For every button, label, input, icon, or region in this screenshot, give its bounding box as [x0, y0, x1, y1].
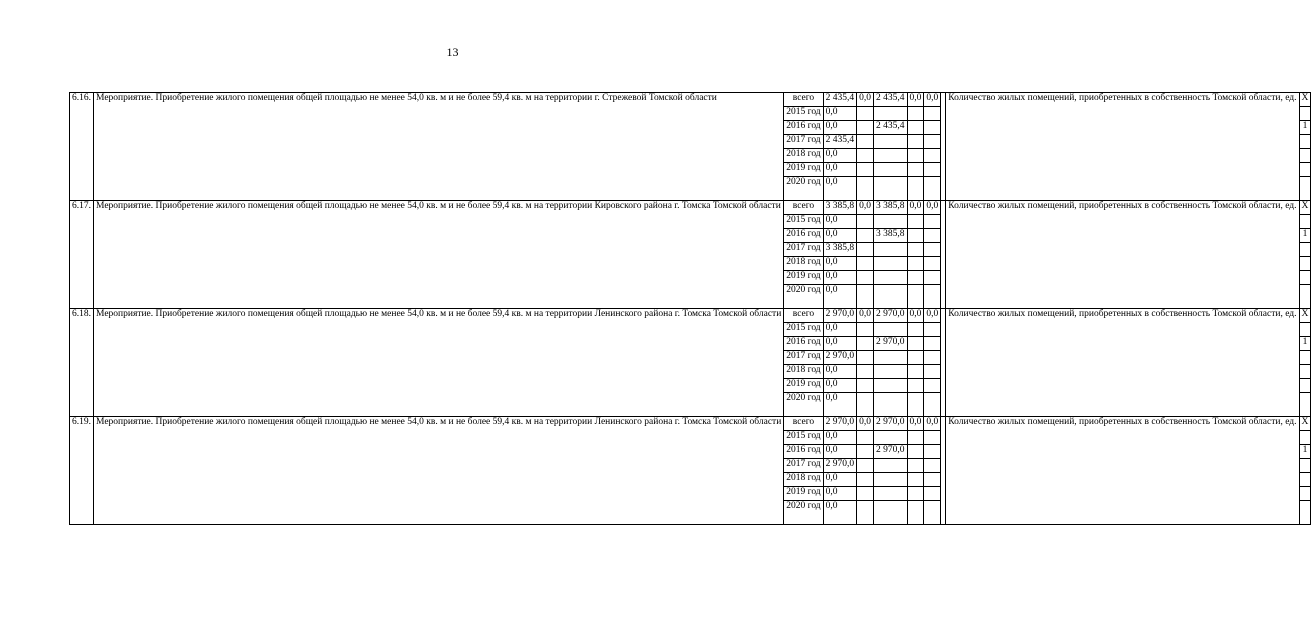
other-amount — [924, 149, 941, 163]
regional-amount — [874, 431, 908, 445]
year-label: 2018 год — [784, 149, 823, 163]
regional-amount — [874, 271, 908, 285]
regional-amount: 2 970,0 — [874, 337, 908, 351]
regional-amount: 2 435,4 — [874, 121, 908, 135]
regional-amount — [874, 243, 908, 257]
indicator-value — [1299, 177, 1311, 201]
local-amount — [907, 365, 924, 379]
federal-amount — [857, 323, 874, 337]
local-amount — [907, 121, 924, 135]
federal-amount — [857, 459, 874, 473]
regional-amount — [874, 501, 908, 525]
regional-amount — [874, 487, 908, 501]
indicator-value: X — [1299, 93, 1311, 107]
table-row — [70, 93, 1311, 107]
year-label: 2015 год — [784, 107, 823, 121]
indicator-value — [1299, 431, 1311, 445]
federal-amount — [857, 257, 874, 271]
federal-amount — [857, 393, 874, 417]
other-amount — [924, 473, 941, 487]
total-amount: 0,0 — [823, 379, 857, 393]
regional-amount — [874, 215, 908, 229]
program-table — [69, 92, 1311, 525]
federal-amount — [857, 379, 874, 393]
indicator-name: Количество жилых помещений, приобретенных в собственность Томской области, ед. — [946, 309, 1299, 417]
total-amount: 0,0 — [823, 163, 857, 177]
year-label: 2019 год — [784, 379, 823, 393]
other-amount: 0,0 — [924, 417, 941, 431]
federal-amount — [857, 243, 874, 257]
regional-amount — [874, 257, 908, 271]
item-number: 6.19. — [70, 417, 94, 525]
local-amount — [907, 459, 924, 473]
indicator-value — [1299, 365, 1311, 379]
federal-amount — [857, 285, 874, 309]
local-amount — [907, 379, 924, 393]
year-label: 2020 год — [784, 393, 823, 417]
local-amount — [907, 229, 924, 243]
indicator-value: 1 — [1299, 229, 1311, 243]
regional-amount — [874, 393, 908, 417]
regional-amount: 3 385,8 — [874, 229, 908, 243]
indicator-value — [1299, 487, 1311, 501]
table-row — [70, 417, 1311, 431]
other-amount — [924, 271, 941, 285]
local-amount — [907, 323, 924, 337]
other-amount — [924, 351, 941, 365]
local-amount — [907, 257, 924, 271]
local-amount — [907, 285, 924, 309]
regional-amount — [874, 323, 908, 337]
item-description: Мероприятие. Приобретение жилого помещения общей площадью не менее 54,0 кв. м и не более 59,4 кв. м на территории Кировского района г. Томска Томской области — [94, 201, 784, 309]
total-amount: 0,0 — [823, 487, 857, 501]
other-amount — [924, 459, 941, 473]
other-amount — [924, 163, 941, 177]
year-label: 2018 год — [784, 365, 823, 379]
indicator-value — [1299, 243, 1311, 257]
item-description: Мероприятие. Приобретение жилого помещения общей площадью не менее 54,0 кв. м и не более 59,4 кв. м на территории г. Стрежевой Томской области — [94, 93, 784, 201]
other-amount — [924, 215, 941, 229]
local-amount — [907, 393, 924, 417]
total-amount: 0,0 — [823, 149, 857, 163]
total-amount: 0,0 — [823, 445, 857, 459]
other-amount — [924, 177, 941, 201]
year-label: всего — [784, 309, 823, 323]
other-amount — [924, 285, 941, 309]
regional-amount: 2 970,0 — [874, 445, 908, 459]
year-label: 2019 год — [784, 487, 823, 501]
other-amount — [924, 257, 941, 271]
total-amount: 2 970,0 — [823, 351, 857, 365]
year-label: 2015 год — [784, 323, 823, 337]
federal-amount — [857, 351, 874, 365]
other-amount — [924, 365, 941, 379]
local-amount: 0,0 — [907, 201, 924, 215]
item-description: Мероприятие. Приобретение жилого помещения общей площадью не менее 54,0 кв. м и не более 59,4 кв. м на территории Ленинского района г. Томска Томской области — [94, 417, 784, 525]
local-amount: 0,0 — [907, 417, 924, 431]
other-amount — [924, 487, 941, 501]
local-amount — [907, 445, 924, 459]
regional-amount — [874, 459, 908, 473]
indicator-name: Количество жилых помещений, приобретенных в собственность Томской области, ед. — [946, 417, 1299, 525]
federal-amount — [857, 473, 874, 487]
local-amount — [907, 135, 924, 149]
total-amount: 0,0 — [823, 501, 857, 525]
regional-amount — [874, 177, 908, 201]
federal-amount: 0,0 — [857, 309, 874, 323]
total-amount: 0,0 — [823, 121, 857, 135]
federal-amount: 0,0 — [857, 93, 874, 107]
total-amount: 3 385,8 — [823, 201, 857, 215]
year-label: всего — [784, 417, 823, 431]
indicator-value — [1299, 393, 1311, 417]
indicator-value — [1299, 323, 1311, 337]
indicator-value — [1299, 271, 1311, 285]
year-label: 2017 год — [784, 135, 823, 149]
local-amount — [907, 215, 924, 229]
year-label: всего — [784, 93, 823, 107]
indicator-value — [1299, 107, 1311, 121]
other-amount — [924, 243, 941, 257]
item-description: Мероприятие. Приобретение жилого помещения общей площадью не менее 54,0 кв. м и не более 59,4 кв. м на территории Ленинского района г. Томска Томской области — [94, 309, 784, 417]
federal-amount — [857, 229, 874, 243]
indicator-value — [1299, 215, 1311, 229]
local-amount — [907, 271, 924, 285]
local-amount: 0,0 — [907, 309, 924, 323]
regional-amount — [874, 149, 908, 163]
other-amount — [924, 379, 941, 393]
indicator-value — [1299, 459, 1311, 473]
other-amount — [924, 135, 941, 149]
year-label: 2017 год — [784, 459, 823, 473]
federal-amount — [857, 121, 874, 135]
other-amount — [924, 393, 941, 417]
federal-amount — [857, 215, 874, 229]
indicator-value: 1 — [1299, 121, 1311, 135]
regional-amount — [874, 473, 908, 487]
year-label: всего — [784, 201, 823, 215]
federal-amount — [857, 149, 874, 163]
federal-amount — [857, 501, 874, 525]
indicator-value — [1299, 351, 1311, 365]
federal-amount — [857, 365, 874, 379]
local-amount — [907, 149, 924, 163]
indicator-value: X — [1299, 201, 1311, 215]
year-label: 2020 год — [784, 285, 823, 309]
other-amount — [924, 229, 941, 243]
total-amount: 0,0 — [823, 107, 857, 121]
federal-amount: 0,0 — [857, 417, 874, 431]
federal-amount — [857, 337, 874, 351]
local-amount — [907, 177, 924, 201]
local-amount — [907, 337, 924, 351]
year-label: 2016 год — [784, 337, 823, 351]
federal-amount — [857, 487, 874, 501]
year-label: 2016 год — [784, 121, 823, 135]
total-amount: 0,0 — [823, 337, 857, 351]
total-amount: 2 435,4 — [823, 93, 857, 107]
other-amount — [924, 445, 941, 459]
regional-amount: 3 385,8 — [874, 201, 908, 215]
indicator-value: X — [1299, 309, 1311, 323]
local-amount — [907, 107, 924, 121]
total-amount: 0,0 — [823, 431, 857, 445]
local-amount — [907, 243, 924, 257]
total-amount: 0,0 — [823, 177, 857, 201]
regional-amount — [874, 285, 908, 309]
federal-amount — [857, 445, 874, 459]
regional-amount: 2 435,4 — [874, 93, 908, 107]
item-number: 6.16. — [70, 93, 94, 201]
regional-amount — [874, 107, 908, 121]
federal-amount — [857, 177, 874, 201]
total-amount: 0,0 — [823, 285, 857, 309]
other-amount — [924, 501, 941, 525]
total-amount: 0,0 — [823, 215, 857, 229]
indicator-value — [1299, 257, 1311, 271]
total-amount: 3 385,8 — [823, 243, 857, 257]
other-amount: 0,0 — [924, 309, 941, 323]
year-label: 2016 год — [784, 229, 823, 243]
total-amount: 0,0 — [823, 393, 857, 417]
year-label: 2018 год — [784, 473, 823, 487]
indicator-value — [1299, 135, 1311, 149]
table-row — [70, 201, 1311, 215]
indicator-value — [1299, 501, 1311, 525]
local-amount: 0,0 — [907, 93, 924, 107]
regional-amount — [874, 365, 908, 379]
federal-amount — [857, 135, 874, 149]
total-amount: 0,0 — [823, 365, 857, 379]
other-amount: 0,0 — [924, 93, 941, 107]
indicator-name: Количество жилых помещений, приобретенных в собственность Томской области, ед. — [946, 201, 1299, 309]
indicator-value — [1299, 163, 1311, 177]
table-row — [70, 309, 1311, 323]
federal-amount — [857, 431, 874, 445]
year-label: 2019 год — [784, 163, 823, 177]
regional-amount: 2 970,0 — [874, 309, 908, 323]
indicator-name: Количество жилых помещений, приобретенных в собственность Томской области, ед. — [946, 93, 1299, 201]
year-label: 2019 год — [784, 271, 823, 285]
regional-amount — [874, 135, 908, 149]
other-amount — [924, 323, 941, 337]
total-amount: 0,0 — [823, 271, 857, 285]
federal-amount: 0,0 — [857, 201, 874, 215]
indicator-value — [1299, 379, 1311, 393]
total-amount: 2 970,0 — [823, 417, 857, 431]
year-label: 2017 год — [784, 243, 823, 257]
other-amount: 0,0 — [924, 201, 941, 215]
page-number: 13 — [446, 45, 459, 59]
indicator-value: 1 — [1299, 445, 1311, 459]
indicator-value — [1299, 149, 1311, 163]
other-amount — [924, 337, 941, 351]
local-amount — [907, 501, 924, 525]
indicator-value — [1299, 473, 1311, 487]
year-label: 2015 год — [784, 431, 823, 445]
year-label: 2020 год — [784, 501, 823, 525]
indicator-value: 1 — [1299, 337, 1311, 351]
item-number: 6.17. — [70, 201, 94, 309]
regional-amount — [874, 163, 908, 177]
item-number: 6.18. — [70, 309, 94, 417]
local-amount — [907, 163, 924, 177]
total-amount: 0,0 — [823, 323, 857, 337]
local-amount — [907, 487, 924, 501]
other-amount — [924, 431, 941, 445]
total-amount: 0,0 — [823, 473, 857, 487]
year-label: 2017 год — [784, 351, 823, 365]
year-label: 2016 год — [784, 445, 823, 459]
indicator-value: X — [1299, 417, 1311, 431]
local-amount — [907, 473, 924, 487]
regional-amount — [874, 379, 908, 393]
total-amount: 0,0 — [823, 229, 857, 243]
total-amount: 2 970,0 — [823, 459, 857, 473]
federal-amount — [857, 271, 874, 285]
total-amount: 2 435,4 — [823, 135, 857, 149]
other-amount — [924, 107, 941, 121]
regional-amount: 2 970,0 — [874, 417, 908, 431]
year-label: 2020 год — [784, 177, 823, 201]
total-amount: 2 970,0 — [823, 309, 857, 323]
year-label: 2018 год — [784, 257, 823, 271]
year-label: 2015 год — [784, 215, 823, 229]
federal-amount — [857, 107, 874, 121]
federal-amount — [857, 163, 874, 177]
local-amount — [907, 351, 924, 365]
total-amount: 0,0 — [823, 257, 857, 271]
regional-amount — [874, 351, 908, 365]
indicator-value — [1299, 285, 1311, 309]
other-amount — [924, 121, 941, 135]
local-amount — [907, 431, 924, 445]
